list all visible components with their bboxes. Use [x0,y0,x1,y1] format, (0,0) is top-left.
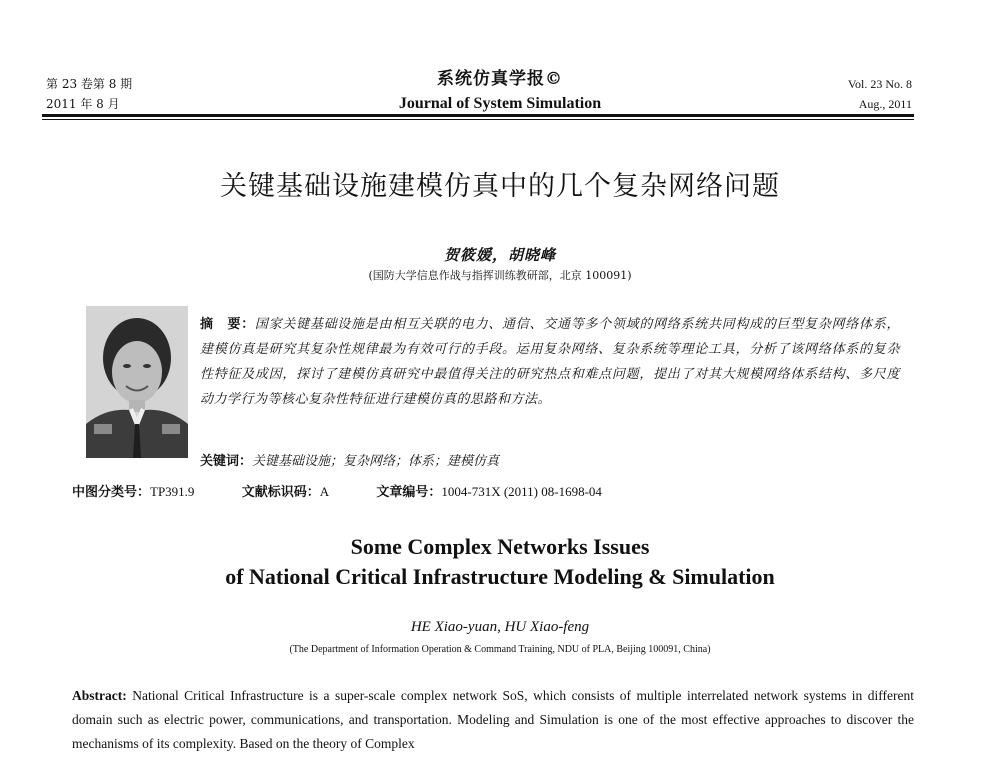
affiliation-en: (The Department of Information Operation & Command Training, NDU of PLA, Beijing 100091, China) [289,644,711,655]
header-date-cn-text: 2011 年 8 月 [46,97,120,111]
document-code [242,482,329,503]
clc-number [72,482,194,503]
doc-value: A [319,484,330,499]
keywords-cn-text: 关键基础设施；复杂网络；体系；建模仿真 [252,454,500,469]
paper-title-en-line2: of National Critical Infrastructure Modeling & Simulation [225,564,775,589]
header-rule-thin [42,119,914,120]
affiliation-cn: (国防大学信息作战与指挥训练教研部，北京 100091) [368,269,632,282]
classification-line [72,482,646,503]
header-date-en-text: Aug., 2011 [858,97,912,111]
keywords-cn-label: 关键词： [200,454,253,469]
header-volume-en-text: Vol. 23 No. 8 [847,77,912,91]
clc-value: TP391.9 [150,484,195,499]
abstract-en-text: National Critical Infrastructure is a super-scale complex network SoS, which consists of multiple interrelated network systems in different domain such as electric power, communications, and transportation. Modeling and Simulation is one of the most effective approaches to discover the mechanisms of its complexity. Based on the theory of Complex [72,688,914,751]
abstract-cn-label: 摘 要： [200,317,255,332]
abstract-en-label: Abstract: [72,688,127,703]
article-value: 1004-731X (2011) 08-1698-04 [441,484,602,499]
header-volume-cn-text: 第 23 卷第 8 期 [46,77,133,91]
authors-cn: 贺筱媛，胡晓峰 [443,246,556,264]
paper-title-en [0,532,1000,592]
clc-label: 中图分类号： [72,485,151,500]
header-rule-thick [42,114,914,117]
journal-name-cn: 系统仿真学报© [437,69,563,89]
journal-name-en: Journal of System Simulation [398,95,602,112]
author-photo [86,306,188,458]
paper-title-cn: 关键基础设施建模仿真中的几个复杂网络问题 [220,171,780,202]
article-label: 文章编号： [376,485,442,500]
header-volume-en [848,74,912,114]
abstract-en [72,684,914,756]
doc-label: 文献标识码： [241,485,320,500]
abstract-cn-text: 国家关键基础设施是由相互关联的电力、通信、交通等多个领域的网络系统共同构成的巨型复杂网络体系，建模仿真是研究其复杂性规律最为有效可行的手段。运用复杂网络、复杂系统等理论工具，分析了该网络体系的复杂性特征及成因，探讨了建模仿真研究中最值得关注的研究热点和难点问题，提出了对其大规模网络体系结构、多尺度动力学行为等核心复杂性特征进行建模仿真的思路和方法。 [200,317,900,407]
keywords-cn [200,452,900,472]
authors-en: HE Xiao-yuan, HU Xiao-feng [410,619,590,635]
paper-title-en-line1: Some Complex Networks Issues [350,534,650,559]
article-number [376,482,602,503]
abstract-cn [200,312,900,412]
